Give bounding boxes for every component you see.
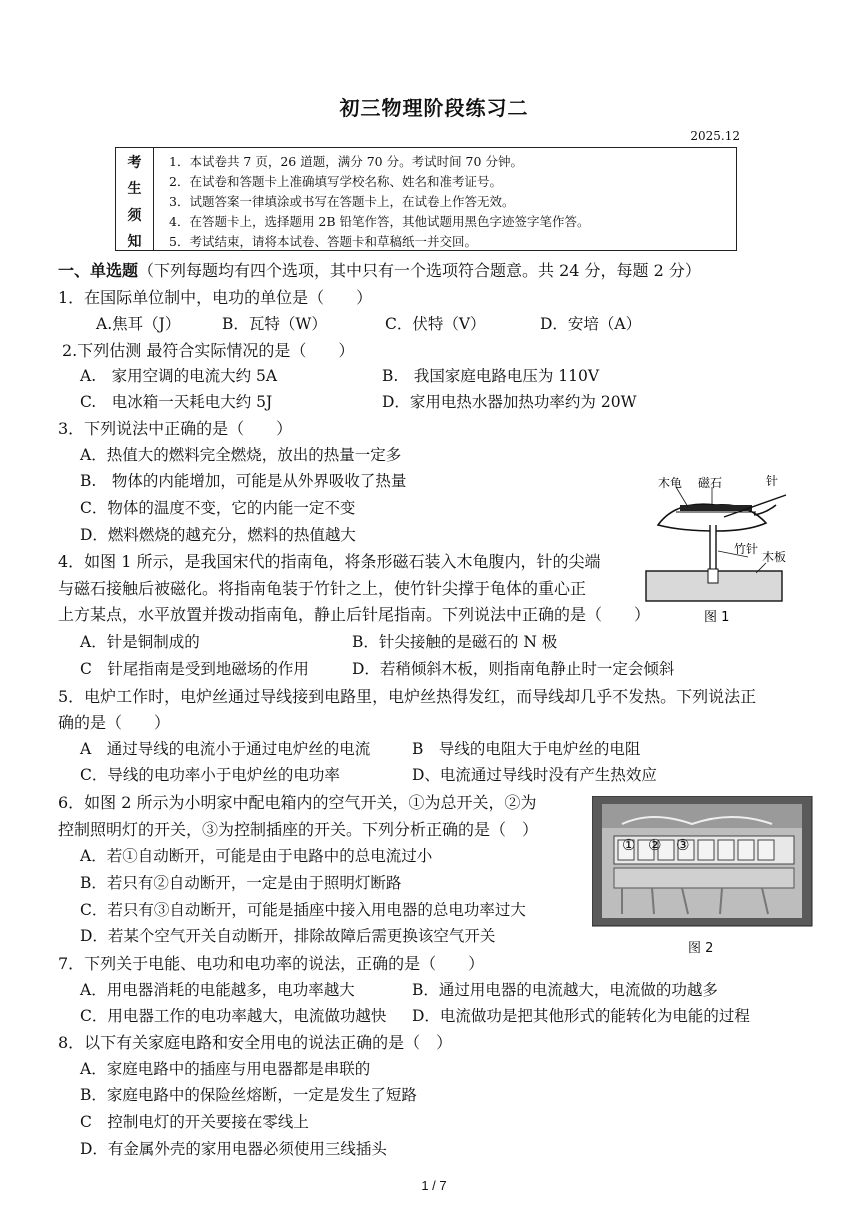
q3-option-d: D．燃料燃烧的越充分，燃料的热值越大 [80, 526, 356, 544]
question-3-stem: 3．下列说法中正确的是（ ） [58, 419, 293, 438]
q1-option-b: B．瓦特（W） [222, 315, 327, 333]
page-title: 初三物理阶段练习二 [339, 96, 529, 120]
question-8-stem: 8．以下有关家庭电路和安全用电的说法正确的是（ ） [58, 1033, 453, 1052]
q5-option-d: D、电流通过导线时没有产生热效应 [412, 766, 657, 784]
q2-option-d: D．家用电热水器加热功率约为 20W [382, 393, 637, 411]
question-4-stem-line: 上方某点，水平放置并拨动指南龟，静止后针尾指南。下列说法中正确的是（ ） [58, 605, 651, 624]
label-bamboo-pin: 竹针 [734, 542, 759, 556]
section-label: 一、单选题 [58, 261, 139, 280]
marker-2: ② [648, 836, 662, 854]
figure-1-compass-turtle [636, 465, 796, 630]
notice-head-char: 知 [127, 234, 142, 250]
marker-3: ③ [676, 836, 690, 854]
question-4-stem-line: 与磁石接触后被磁化。将指南龟装于竹针之上，使竹针尖撑于龟体的重心正 [58, 579, 587, 598]
question-6-stem-line: 控制照明灯的开关，③为控制插座的开关。下列分析正确的是（ ） [58, 820, 539, 839]
q4-option-d: D．若稍倾斜木板，则指南龟静止时一定会倾斜 [352, 660, 675, 678]
q6-option-d: D．若某个空气开关自动断开，排除故障后需更换该空气开关 [80, 927, 496, 945]
q6-option-c: C．若只有③自动断开，可能是插座中接入用电器的总电功率过大 [80, 901, 526, 919]
q1-option-d: D．安培（A） [540, 315, 642, 333]
q4-option-c: C 针尾指南是受到地磁场的作用 [80, 660, 309, 678]
label-board: 木板 [762, 550, 787, 564]
q8-option-d: D．有金属外壳的家用电器必须使用三线插头 [80, 1140, 387, 1158]
q7-option-b: B．通过用电器的电流越大，电流做的功越多 [412, 981, 718, 999]
q1-option-c: C．伏特（V） [385, 315, 486, 333]
section-description: （下列每题均有四个选项，其中只有一个选项符合题意。共 24 分，每题 2 分） [138, 261, 701, 280]
q2-option-c: C. 电冰箱一天耗电大约 5J [80, 393, 273, 411]
exam-date: 2025.12 [690, 129, 740, 143]
panel-top-rail-shape [602, 804, 802, 828]
magnet-bar-shape [680, 505, 752, 511]
q5-option-b: B 导线的电阻大于电炉丝的电阻 [412, 740, 641, 758]
notice-head-char: 生 [127, 181, 142, 197]
board-socket-shape [708, 569, 718, 583]
notice-item: 3．试题答案一律填涂或书写在答题卡上，在试卷上作答无效。 [169, 194, 515, 209]
terminal-row-shape [614, 868, 794, 888]
q4-option-a: A．针是铜制成的 [80, 633, 200, 651]
page-number: 1 / 7 [421, 1178, 447, 1193]
label-turtle: 木龟 [658, 476, 683, 490]
q5-option-c: C．导线的电功率小于电炉丝的电功率 [80, 766, 340, 784]
question-1-stem: 1．在国际单位制中，电功的单位是（ ） [58, 288, 373, 307]
notice-item: 2．在试卷和答题卡上准确填写学校名称、姓名和准考证号。 [169, 174, 502, 189]
q4-option-b: B．针尖接触的是磁石的 N 极 [352, 633, 558, 651]
label-needle: 针 [766, 474, 779, 488]
turtle-head-shape [754, 505, 776, 515]
q3-option-c: C．物体的温度不变，它的内能一定不变 [80, 499, 356, 517]
q1-option-a: A.焦耳（J） [96, 315, 181, 333]
notice-head-char: 考 [127, 155, 142, 171]
question-6-stem-line: 6．如图 2 所示为小明家中配电箱内的空气开关，①为总开关，②为 [58, 793, 537, 812]
exam-notice-box [115, 147, 737, 251]
question-5-stem-line: 5．电炉工作时，电炉丝通过导线接到电路里，电炉丝热得发红，而导线却几乎不发热。下列说法正 [58, 687, 757, 706]
notice-item: 1．本试卷共 7 页，26 道题，满分 70 分。考试时间 70 分钟。 [169, 154, 523, 169]
q3-option-a: A．热值大的燃料完全燃烧，放出的热量一定多 [80, 446, 402, 464]
notice-item: 4．在答题卡上，选择题用 2B 铅笔作答，其他试题用黑色字迹签字笔作答。 [169, 214, 590, 229]
q8-option-a: A．家庭电路中的插座与用电器都是串联的 [80, 1060, 371, 1078]
question-4-stem-line: 4．如图 1 所示，是我国宋代的指南龟，将条形磁石装入木龟腹内，针的尖端 [58, 552, 601, 571]
section-heading [58, 258, 701, 281]
q7-option-c: C．用电器工作的电功率越大，电流做功越快 [80, 1007, 387, 1025]
notice-heading [116, 148, 154, 250]
q7-option-d: D．电流做功是把其他形式的能转化为电能的过程 [412, 1007, 750, 1025]
notice-head-char: 须 [127, 208, 142, 224]
q2-option-b: B. 我国家庭电路电压为 110V [382, 367, 600, 385]
question-7-stem: 7．下列关于电能、电功和电功率的说法，正确的是（ ） [58, 954, 485, 973]
q3-option-b: B. 物体的内能增加，可能是从外界吸收了热量 [80, 472, 407, 490]
q7-option-a: A．用电器消耗的电能越多，电功率越大 [80, 981, 355, 999]
question-5-stem-line: 确的是（ ） [58, 713, 171, 732]
figure-2-breaker-panel [592, 796, 814, 960]
q5-option-a: A 通过导线的电流小于通过电炉丝的电流 [80, 740, 371, 758]
q2-option-a: A. 家用空调的电流大约 5A [80, 367, 278, 385]
label-magnet: 磁石 [698, 476, 723, 490]
q8-option-c: C 控制电灯的开关要接在零线上 [80, 1113, 309, 1131]
q6-option-b: B．若只有②自动断开，一定是由于照明灯断路 [80, 874, 402, 892]
figure-1-caption: 图 1 [704, 610, 730, 625]
leader-line [676, 487, 688, 507]
marker-1: ① [622, 836, 636, 854]
q8-option-b: B．家庭电路中的保险丝熔断，一定是发生了短路 [80, 1086, 417, 1104]
notice-item: 5．考试结束，请将本试卷、答题卡和草稿纸一并交回。 [169, 234, 477, 249]
q6-option-a: A．若①自动断开，可能是由于电路中的总电流过小 [80, 847, 433, 865]
question-2-stem: 2.下列估测 最符合实际情况的是（ ） [62, 341, 355, 360]
figure-2-caption: 图 2 [688, 941, 714, 956]
